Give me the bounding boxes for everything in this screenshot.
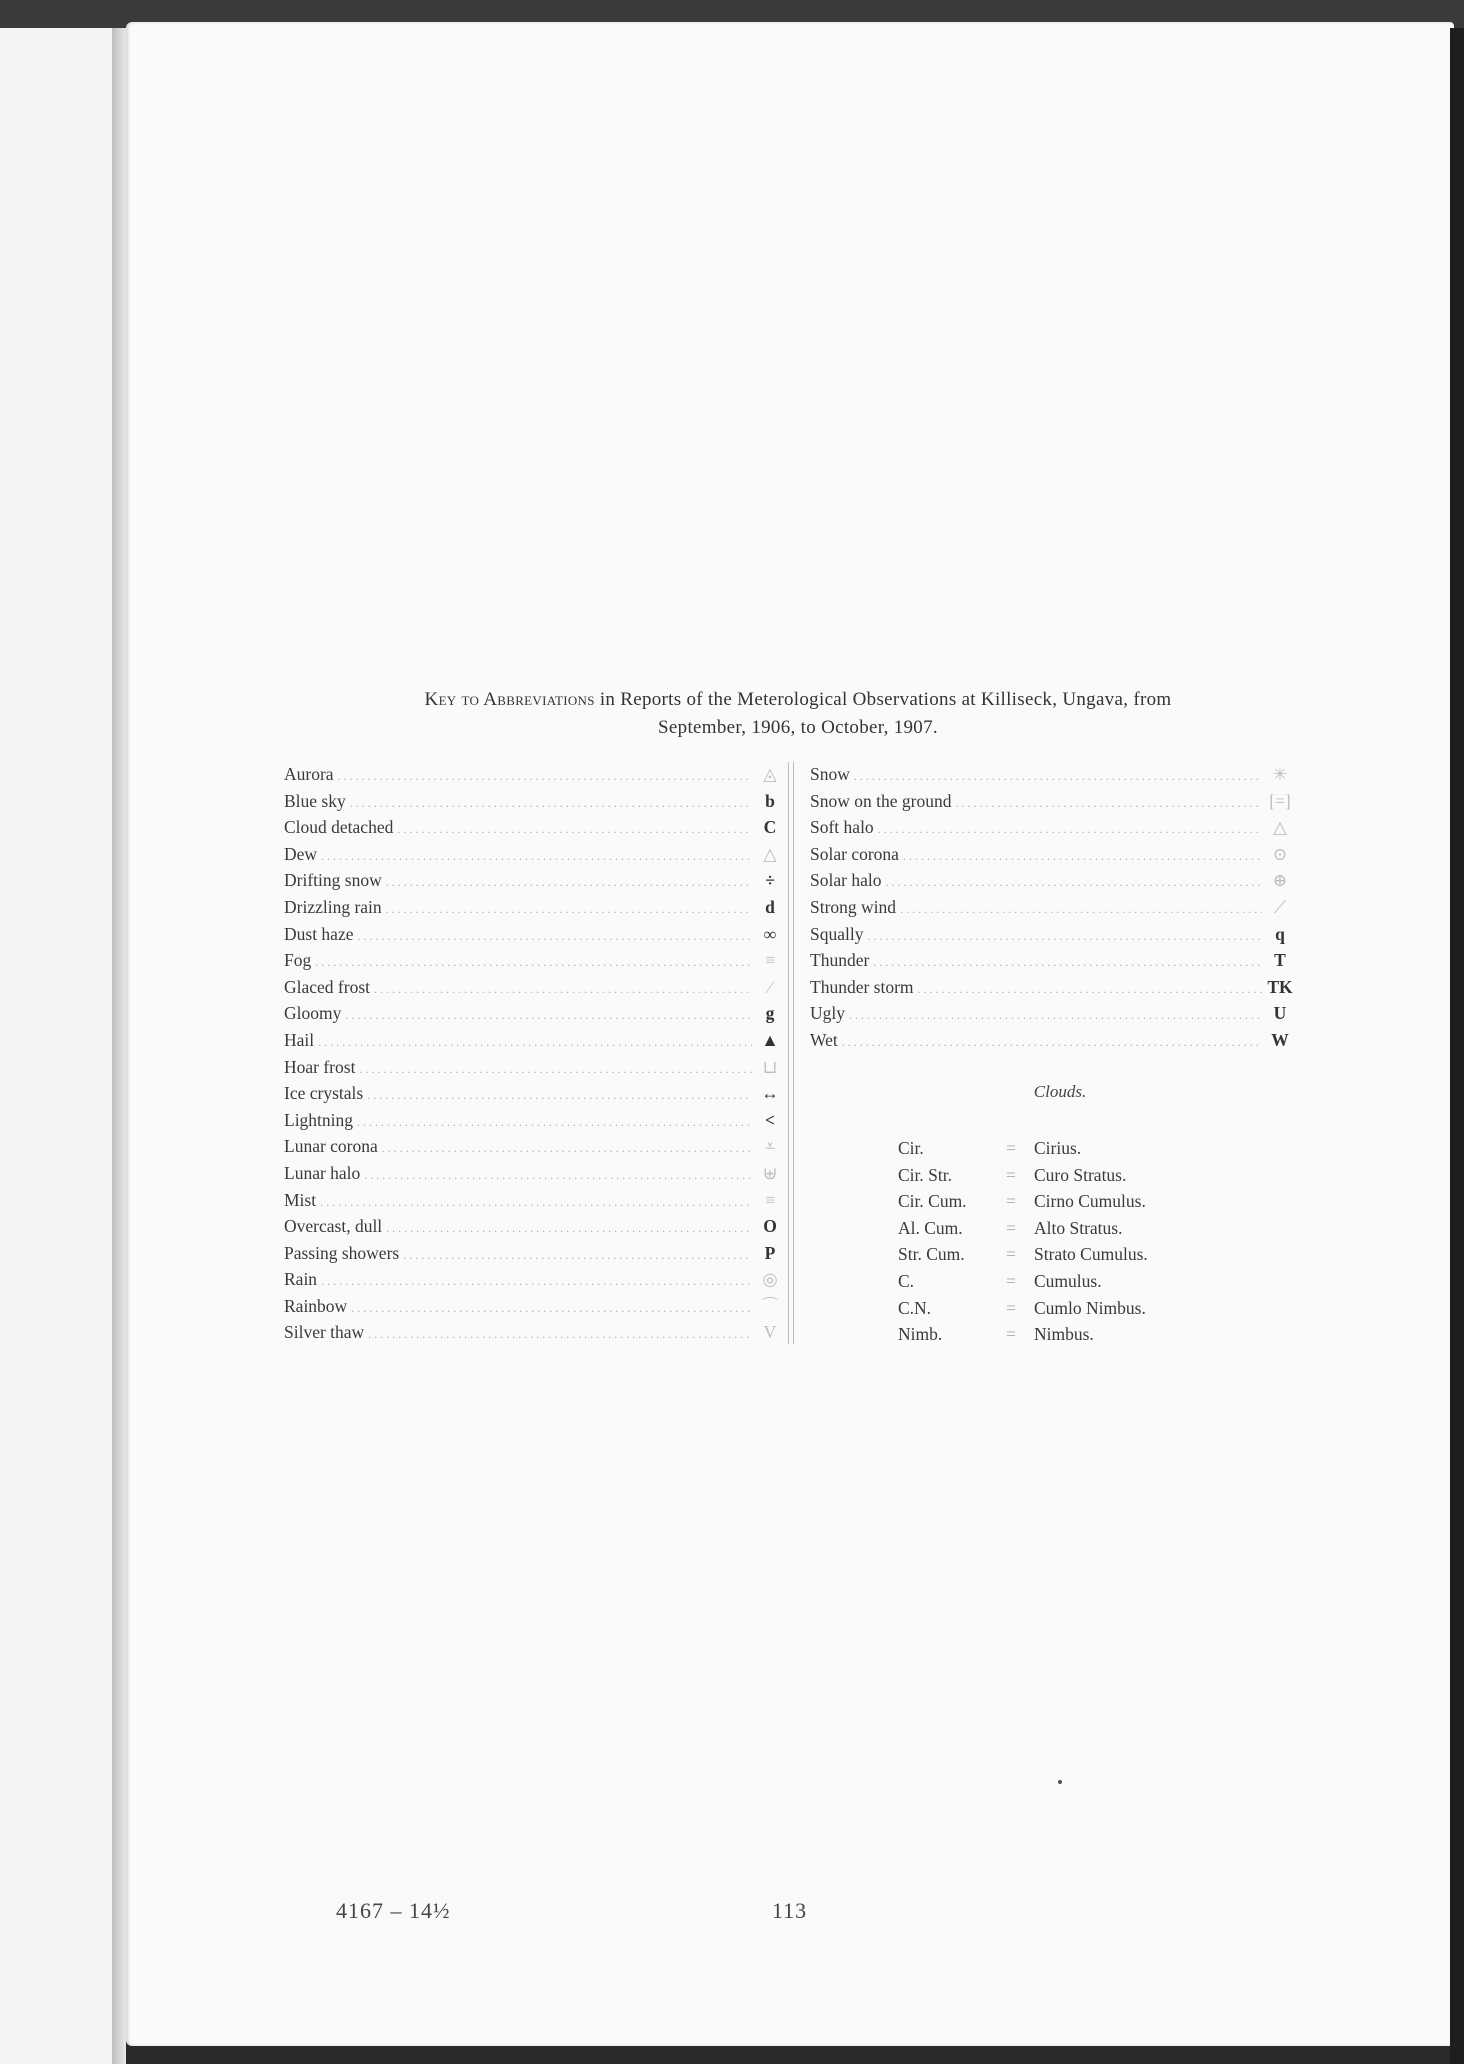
leader-dots bbox=[368, 1321, 752, 1348]
abbreviation-term: Thunder storm bbox=[810, 976, 914, 997]
abbreviation-term: Solar halo bbox=[810, 870, 882, 891]
cloud-full: Cirno Cumulus. bbox=[1034, 1191, 1146, 1212]
abbreviation-term: Snow on the ground bbox=[810, 790, 952, 811]
abbreviation-row bbox=[284, 947, 784, 974]
abbreviations-left-column bbox=[284, 761, 784, 1346]
abbreviation-row bbox=[284, 1319, 784, 1346]
leader-dots bbox=[359, 1056, 752, 1083]
leader-dots bbox=[878, 816, 1262, 843]
leader-dots bbox=[842, 1029, 1262, 1056]
leader-dots bbox=[397, 816, 752, 843]
leader-dots bbox=[321, 1268, 752, 1295]
abbreviation-row bbox=[284, 894, 784, 921]
abbreviation-term: Snow bbox=[810, 764, 850, 784]
abbreviation-row bbox=[284, 1080, 784, 1107]
clouds-list bbox=[898, 1135, 1148, 1348]
abbreviation-term: Wet bbox=[810, 1029, 838, 1050]
abbreviation-term: Silver thaw bbox=[284, 1322, 365, 1343]
cloud-eq: = bbox=[1006, 1217, 1016, 1238]
abbreviation-row bbox=[810, 788, 1294, 815]
leader-dots bbox=[849, 1002, 1262, 1029]
abbreviation-row bbox=[284, 1293, 784, 1320]
abbreviation-row bbox=[284, 1240, 784, 1267]
abbreviation-symbol: ÷ bbox=[765, 870, 775, 891]
abbreviation-symbol: O bbox=[763, 1216, 777, 1237]
cloud-eq: = bbox=[1006, 1270, 1016, 1291]
abbreviation-symbol: ⊙ bbox=[1272, 843, 1288, 864]
abbreviation-symbol: ◎ bbox=[762, 1269, 778, 1290]
leader-dots bbox=[367, 1082, 752, 1109]
abbreviation-term: Thunder bbox=[810, 950, 870, 971]
abbreviation-term: Solar corona bbox=[810, 843, 899, 864]
abbreviation-symbol: TK bbox=[1267, 976, 1293, 997]
abbreviation-row bbox=[284, 974, 784, 1001]
abbreviation-symbol: △ bbox=[1273, 817, 1287, 838]
abbreviation-term: Lightning bbox=[284, 1109, 354, 1130]
cloud-row bbox=[898, 1321, 1148, 1348]
leader-dots bbox=[358, 923, 753, 950]
abbreviation-term: Strong wind bbox=[810, 896, 897, 917]
abbreviation-row bbox=[284, 814, 784, 841]
abbreviation-symbol: ◬ bbox=[763, 764, 777, 784]
abbreviation-row bbox=[810, 761, 1294, 788]
abbreviation-term: Fog bbox=[284, 950, 312, 971]
leader-dots bbox=[854, 763, 1262, 790]
abbreviation-row bbox=[810, 947, 1294, 974]
cloud-full: Alto Stratus. bbox=[1034, 1217, 1123, 1238]
leader-dots bbox=[345, 1002, 752, 1029]
abbreviation-symbol: △ bbox=[763, 843, 777, 864]
cloud-full: Strato Cumulus. bbox=[1034, 1244, 1148, 1265]
abbreviation-row bbox=[810, 894, 1294, 921]
abbreviation-row bbox=[810, 1000, 1294, 1027]
abbreviation-term: Ugly bbox=[810, 1003, 845, 1024]
abbreviation-symbol: ▲ bbox=[761, 1029, 779, 1050]
abbreviation-term: Blue sky bbox=[284, 790, 346, 811]
leader-dots bbox=[382, 1135, 752, 1162]
leader-dots bbox=[386, 1215, 752, 1242]
abbreviation-term: Rain bbox=[284, 1269, 318, 1290]
abbreviation-symbol: ≡ bbox=[765, 1189, 775, 1210]
leader-dots bbox=[918, 976, 1262, 1003]
abbreviation-symbol: d bbox=[765, 896, 775, 917]
leader-dots bbox=[321, 843, 752, 870]
abbreviation-row bbox=[284, 1054, 784, 1081]
cloud-eq: = bbox=[1006, 1297, 1016, 1318]
abbreviation-term: Gloomy bbox=[284, 1003, 342, 1024]
abbreviation-term: Lunar halo bbox=[284, 1162, 361, 1183]
abbreviation-symbol: ⟋ bbox=[1273, 896, 1287, 917]
cloud-row bbox=[898, 1135, 1148, 1162]
abbreviation-symbol: C bbox=[763, 817, 777, 838]
cloud-abbr: Nimb. bbox=[898, 1324, 943, 1345]
abbreviation-symbol: [=] bbox=[1269, 790, 1291, 811]
abbreviation-term: Aurora bbox=[284, 764, 334, 784]
abbreviation-row bbox=[810, 921, 1294, 948]
leader-dots bbox=[350, 790, 752, 817]
abbreviation-symbol: P bbox=[764, 1242, 776, 1263]
abbreviation-row bbox=[284, 761, 784, 788]
abbreviation-row bbox=[810, 1027, 1294, 1054]
cloud-abbr: C.N. bbox=[898, 1297, 932, 1318]
cloud-abbr: Al. Cum. bbox=[898, 1217, 963, 1238]
abbreviation-row bbox=[810, 974, 1294, 1001]
abbreviation-term: Drifting snow bbox=[284, 870, 382, 891]
cloud-eq: = bbox=[1006, 1138, 1016, 1158]
abbreviation-symbol: g bbox=[765, 1003, 775, 1024]
page-number: 113 bbox=[772, 1898, 808, 1923]
cloud-row bbox=[898, 1241, 1148, 1268]
leader-dots bbox=[351, 1295, 752, 1322]
scan-right-border bbox=[1450, 28, 1464, 2064]
abbreviation-symbol: ∞ bbox=[763, 923, 777, 944]
cloud-abbr: C. bbox=[898, 1270, 915, 1291]
abbreviation-row bbox=[284, 1027, 784, 1054]
cloud-full: Cumulus. bbox=[1034, 1270, 1102, 1291]
leader-dots bbox=[318, 1029, 752, 1056]
abbreviation-symbol: W bbox=[1271, 1029, 1289, 1050]
leader-dots bbox=[867, 923, 1262, 950]
leader-dots bbox=[315, 949, 752, 976]
abbreviation-term: Cloud detached bbox=[284, 817, 394, 838]
title-line-1: in Reports of the Meterological Observations at Killiseck, Ungava, from bbox=[594, 689, 1172, 710]
facing-page-edge bbox=[0, 28, 116, 2064]
leader-dots bbox=[903, 843, 1262, 870]
abbreviation-term: Dust haze bbox=[284, 923, 354, 944]
abbreviation-term: Lunar corona bbox=[284, 1136, 378, 1157]
abbreviation-symbol: ⊔ bbox=[762, 1056, 778, 1077]
leader-dots bbox=[900, 896, 1262, 923]
leader-dots bbox=[885, 869, 1262, 896]
abbreviation-row bbox=[810, 841, 1294, 868]
abbreviation-row bbox=[284, 921, 784, 948]
cloud-full: Curo Stratus. bbox=[1034, 1164, 1127, 1185]
abbreviation-symbol: ⩡ bbox=[765, 1136, 775, 1157]
abbreviation-row bbox=[284, 788, 784, 815]
leader-dots bbox=[357, 1109, 752, 1136]
cloud-full: Cirius. bbox=[1034, 1138, 1082, 1158]
cloud-row bbox=[898, 1215, 1148, 1242]
abbreviation-term: Mist bbox=[284, 1189, 317, 1210]
page-gutter bbox=[112, 28, 126, 2064]
cloud-full: Nimbus. bbox=[1034, 1324, 1094, 1345]
cloud-row bbox=[898, 1295, 1148, 1322]
abbreviation-symbol: ✳ bbox=[1272, 764, 1288, 784]
abbreviation-symbol: ↔ bbox=[761, 1083, 779, 1104]
abbreviation-row bbox=[284, 1187, 784, 1214]
abbreviation-term: Drizzling rain bbox=[284, 896, 382, 917]
cloud-abbr: Cir. Str. bbox=[898, 1164, 952, 1185]
abbreviation-symbol: ∕ bbox=[768, 976, 772, 997]
abbreviation-term: Hoar frost bbox=[284, 1056, 356, 1077]
abbreviation-symbol: T bbox=[1274, 950, 1286, 971]
scan-speck bbox=[1058, 1780, 1062, 1784]
abbreviation-term: Overcast, dull bbox=[284, 1216, 383, 1237]
abbreviation-symbol: q bbox=[1275, 923, 1285, 944]
abbreviation-term: Dew bbox=[284, 843, 318, 864]
abbreviation-symbol: V bbox=[763, 1322, 777, 1343]
title-key-prefix: Key to Abbreviations bbox=[424, 689, 595, 710]
abbreviation-symbol: ⌒ bbox=[761, 1295, 779, 1316]
abbreviation-row bbox=[284, 1213, 784, 1240]
abbreviation-term: Squally bbox=[810, 923, 864, 944]
abbreviation-row bbox=[284, 1000, 784, 1027]
cloud-eq: = bbox=[1006, 1244, 1016, 1265]
column-divider bbox=[788, 762, 794, 1344]
abbreviation-term: Ice crystals bbox=[284, 1083, 364, 1104]
abbreviation-term: Soft halo bbox=[810, 817, 874, 838]
cloud-eq: = bbox=[1006, 1164, 1016, 1185]
cloud-abbr: Cir. bbox=[898, 1138, 924, 1158]
abbreviation-row bbox=[810, 814, 1294, 841]
abbreviation-term: Passing showers bbox=[284, 1242, 400, 1263]
abbreviation-row bbox=[284, 867, 784, 894]
leader-dots bbox=[955, 790, 1262, 817]
cloud-row bbox=[898, 1162, 1148, 1189]
abbreviation-symbol: < bbox=[765, 1109, 775, 1130]
signature-mark: 4167 – 14½ bbox=[336, 1898, 451, 1923]
leader-dots bbox=[374, 976, 752, 1003]
cloud-eq: = bbox=[1006, 1324, 1016, 1345]
leader-dots bbox=[386, 869, 752, 896]
leader-dots bbox=[364, 1162, 752, 1189]
clouds-heading: Clouds. bbox=[1033, 1082, 1087, 1101]
abbreviation-row bbox=[284, 1133, 784, 1160]
title-line-2: September, 1906, to October, 1907. bbox=[658, 717, 938, 738]
abbreviation-row bbox=[284, 841, 784, 868]
leader-dots bbox=[403, 1242, 752, 1269]
abbreviation-term: Rainbow bbox=[284, 1295, 348, 1316]
abbreviation-term: Hail bbox=[284, 1029, 315, 1050]
leader-dots bbox=[338, 763, 752, 790]
abbreviation-symbol: ⊎ bbox=[762, 1162, 778, 1183]
abbreviations-right-column bbox=[810, 761, 1294, 1054]
leader-dots bbox=[320, 1189, 752, 1216]
abbreviation-symbol: b bbox=[765, 790, 775, 811]
leader-dots bbox=[386, 896, 752, 923]
abbreviation-symbol: U bbox=[1273, 1003, 1287, 1024]
abbreviation-row bbox=[284, 1107, 784, 1134]
abbreviation-row bbox=[284, 1266, 784, 1293]
table-title bbox=[326, 686, 1270, 742]
abbreviation-symbol: ≡ bbox=[765, 950, 775, 971]
cloud-row bbox=[898, 1188, 1148, 1215]
leader-dots bbox=[873, 949, 1262, 976]
abbreviation-row bbox=[284, 1160, 784, 1187]
abbreviation-row bbox=[810, 867, 1294, 894]
cloud-eq: = bbox=[1006, 1191, 1016, 1212]
cloud-full: Cumlo Nimbus. bbox=[1034, 1297, 1146, 1318]
abbreviation-term: Glaced frost bbox=[284, 976, 371, 997]
cloud-abbr: Cir. Cum. bbox=[898, 1191, 967, 1212]
cloud-abbr: Str. Cum. bbox=[898, 1244, 965, 1265]
cloud-row bbox=[898, 1268, 1148, 1295]
abbreviation-symbol: ⊕ bbox=[1272, 870, 1288, 891]
